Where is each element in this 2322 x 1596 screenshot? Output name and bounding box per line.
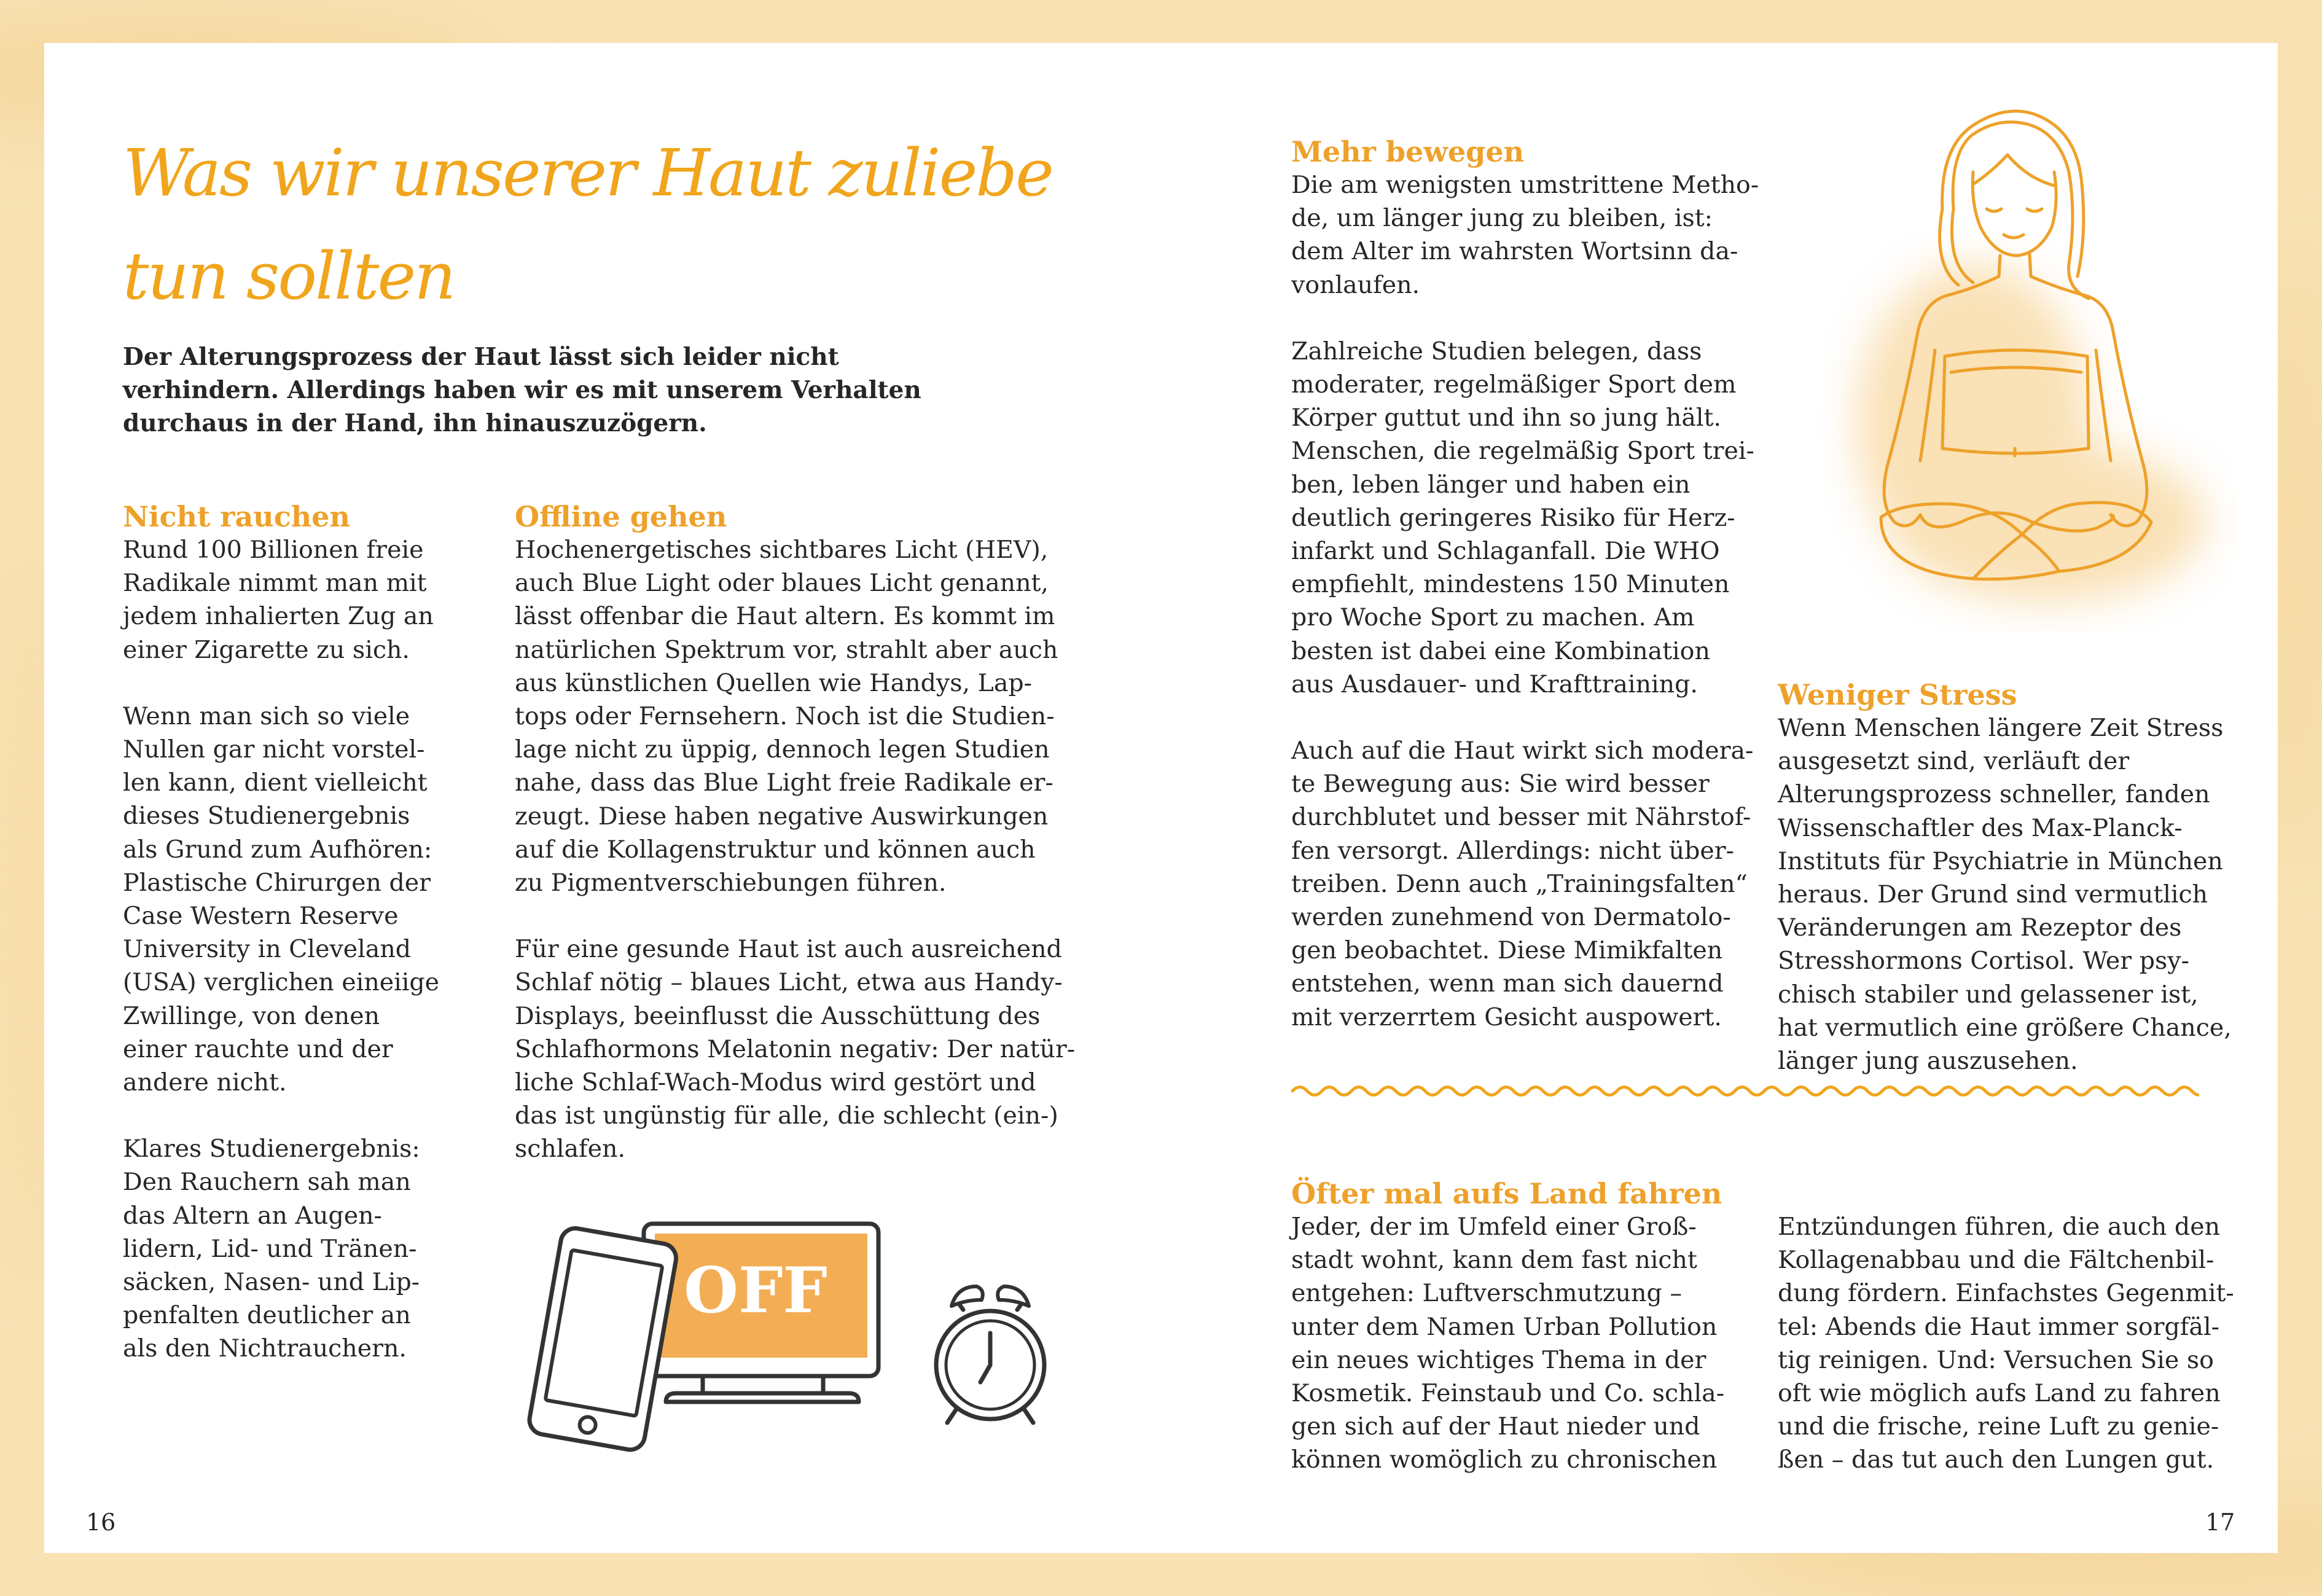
text-line: Entzündungen führen, die auch den — [1778, 1213, 2221, 1241]
text-line: liche Schlaf-Wach-Modus wird gestört und — [515, 1068, 1036, 1097]
text-line: chisch stabiler und gelassener ist, — [1778, 980, 2199, 1009]
page-number: 17 — [2205, 1509, 2235, 1536]
page-title — [123, 122, 1052, 328]
meditation-illustration — [1789, 80, 2237, 633]
section-offline-gehen — [515, 500, 1075, 1166]
text-line: Zahlreiche Studien belegen, dass — [1291, 337, 1702, 366]
text-line: heraus. Der Grund sind vermutlich — [1778, 880, 2208, 909]
intro-line: verhindern. Allerdings haben wir es mit unserem Verhalten — [123, 376, 921, 404]
text-line: Menschen, die regelmäßig Sport trei- — [1291, 437, 1754, 466]
paragraph — [123, 533, 439, 667]
text-line: Körper guttut und ihn so jung hält. — [1291, 404, 1721, 432]
text-line: Die am wenigsten umstrittene Metho- — [1291, 171, 1759, 199]
section-heading: Öfter mal aufs Land fahren — [1291, 1177, 1722, 1210]
intro-paragraph — [123, 340, 921, 440]
text-line: Stresshormons Cortisol. Wer psy- — [1778, 947, 2189, 976]
text-line: entstehen, wenn man sich dauernd — [1291, 969, 1724, 998]
text-line: aus künstlichen Quellen wie Handys, Lap- — [515, 668, 1033, 697]
section-land-fahren — [1291, 1177, 1724, 1477]
text-line: einer Zigarette zu sich. — [123, 635, 410, 664]
text-line: unter dem Namen Urban Pollution — [1291, 1312, 1718, 1341]
text-line: als den Nichtrauchern. — [123, 1334, 407, 1363]
text-line: ausgesetzt sind, verläuft der — [1778, 747, 2130, 776]
text-line: Alterungsprozess schneller, fanden — [1778, 780, 2210, 809]
book-spread — [44, 43, 2278, 1553]
text-line: Instituts für Psychiatrie in München — [1778, 847, 2223, 875]
paragraph — [123, 700, 439, 1099]
watercolor-blob — [1856, 264, 2207, 602]
text-line: Den Rauchern sah man — [123, 1168, 411, 1197]
text-line: natürlichen Spektrum vor, strahlt aber auch — [515, 635, 1058, 664]
text-line: aus Ausdauer- und Krafttraining. — [1291, 670, 1698, 698]
text-line: Plastische Chirurgen der — [123, 868, 431, 897]
text-line: dem Alter im wahrsten Wortsinn da- — [1291, 237, 1738, 266]
text-line: werden zunehmend von Dermatolo- — [1291, 903, 1731, 932]
text-line: Radikale nimmt man mit — [123, 569, 427, 598]
text-line: länger jung auszusehen. — [1778, 1047, 2078, 1076]
text-line: Kosmetik. Feinstaub und Co. schla- — [1291, 1379, 1725, 1408]
text-line: Auch auf die Haut wirkt sich modera- — [1291, 737, 1754, 765]
text-line: deutlich geringeres Risiko für Herz- — [1291, 503, 1735, 532]
section-heading: Nicht rauchen — [123, 500, 350, 533]
section-nicht-rauchen — [123, 500, 439, 1366]
paragraph — [1291, 1210, 1724, 1477]
text-line: zeugt. Diese haben negative Auswirkungen — [515, 802, 1049, 831]
section-heading: Mehr bewegen — [1291, 135, 1525, 168]
text-line: hat vermutlich eine größere Chance, — [1778, 1013, 2232, 1042]
text-line: vonlaufen. — [1291, 270, 1420, 299]
text-line: empfiehlt, mindestens 150 Minuten — [1291, 570, 1730, 599]
title-line: Was wir unserer Haut zuliebe — [123, 135, 1052, 211]
paragraph — [515, 533, 1075, 899]
monitor-icon — [644, 1224, 878, 1402]
text-line: säcken, Nasen- und Lip- — [123, 1268, 420, 1297]
text-line: auch Blue Light oder blaues Licht genannt, — [515, 569, 1049, 598]
text-line: lidern, Lid- und Tränen- — [123, 1234, 417, 1263]
text-line: nahe, dass das Blue Light freie Radikale er- — [515, 769, 1054, 797]
text-line: tops oder Fernsehern. Noch ist die Studien- — [515, 702, 1055, 731]
devices-illustration — [523, 1210, 1113, 1493]
text-line: stadt wohnt, kann dem fast nicht — [1291, 1246, 1697, 1275]
paragraph — [1291, 168, 1759, 302]
text-line: University in Cleveland — [123, 935, 412, 964]
text-line: schlafen. — [515, 1135, 626, 1164]
alarm-clock-icon — [936, 1286, 1044, 1423]
text-line: tig reinigen. Und: Versuchen Sie so — [1778, 1345, 2214, 1374]
text-line: Für eine gesunde Haut ist auch ausreichend — [515, 935, 1062, 964]
text-line: dieses Studienergebnis — [123, 802, 410, 831]
text-line: de, um länger jung zu bleiben, ist: — [1291, 204, 1713, 233]
text-line: Case Western Reserve — [123, 902, 399, 931]
text-line: andere nicht. — [123, 1068, 287, 1097]
text-line: (USA) verglichen eineiige — [123, 968, 440, 997]
text-line: fen versorgt. Allerdings: nicht über- — [1291, 836, 1734, 865]
page-number: 16 — [86, 1509, 116, 1536]
text-line: tel: Abends die Haut immer sorgfäl- — [1778, 1312, 2219, 1341]
text-line: können womöglich zu chronischen — [1291, 1445, 1718, 1474]
text-line: oft wie möglich aufs Land zu fahren — [1778, 1379, 2221, 1408]
text-line: te Bewegung aus: Sie wird besser — [1291, 770, 1710, 799]
text-line: Wenn Menschen längere Zeit Stress — [1778, 714, 2224, 742]
text-line: einer rauchte und der — [123, 1035, 393, 1063]
text-line: entgehen: Luftverschmutzung – — [1291, 1279, 1683, 1308]
text-line: penfalten deutlicher an — [123, 1301, 411, 1330]
text-line: pro Woche Sport zu machen. Am — [1291, 603, 1695, 632]
text-line: len kann, dient vielleicht — [123, 769, 428, 797]
text-line: gen beobachtet. Diese Mimikfalten — [1291, 936, 1723, 965]
text-line: das ist ungünstig für alle, die schlecht (ein-) — [515, 1101, 1058, 1130]
text-line: moderater, regelmäßiger Sport dem — [1291, 370, 1737, 399]
paragraph — [1291, 335, 1759, 701]
section-mehr-bewegen — [1291, 135, 1759, 1034]
text-line: auf die Kollagenstruktur und können auch — [515, 835, 1036, 864]
text-line: ben, leben länger und haben ein — [1291, 470, 1691, 499]
intro-line: durchaus in der Hand, ihn hinauszuzögern. — [123, 409, 707, 437]
text-line: Hochenergetisches sichtbares Licht (HEV), — [515, 536, 1049, 564]
text-line: ßen – das tut auch den Lungen gut. — [1778, 1445, 2214, 1474]
text-line: Klares Studienergebnis: — [123, 1135, 420, 1164]
paragraph-land-fahren-cont — [1778, 1210, 2234, 1477]
section-heading: Weniger Stress — [1778, 678, 2017, 711]
text-line: zu Pigmentverschiebungen führen. — [515, 869, 947, 898]
wavy-divider — [1290, 1079, 2199, 1103]
intro-line: Der Alterungsprozess der Haut lässt sich leider nicht — [123, 343, 839, 371]
text-line: Schlafhormons Melatonin negativ: Der natür- — [515, 1035, 1076, 1063]
paragraph — [123, 1132, 439, 1365]
section-weniger-stress — [1778, 678, 2232, 1078]
text-line: gen sich auf der Haut nieder und — [1291, 1412, 1700, 1441]
screen-off-label: OFF — [684, 1254, 827, 1328]
text-line: ein neues wichtiges Thema in der — [1291, 1345, 1706, 1374]
text-line: treiben. Denn auch „Trainingsfalten“ — [1291, 869, 1748, 898]
paragraph — [515, 933, 1075, 1165]
text-line: als Grund zum Aufhören: — [123, 835, 432, 864]
text-line: lage nicht zu üppig, dennoch legen Studien — [515, 735, 1050, 764]
text-line: und die frische, reine Luft zu genie- — [1778, 1412, 2219, 1441]
text-line: Nullen gar nicht vorstel- — [123, 735, 425, 764]
text-line: Schlaf nötig – blaues Licht, etwa aus Handy- — [515, 968, 1063, 997]
title-line: tun sollten — [123, 238, 455, 314]
paragraph — [1291, 734, 1759, 1034]
text-line: Kollagenabbau und die Fältchenbil- — [1778, 1246, 2214, 1275]
paragraph — [1778, 711, 2232, 1078]
text-line: lässt offenbar die Haut altern. Es kommt im — [515, 602, 1055, 631]
text-line: Displays, beeinflusst die Ausschüttung des — [515, 1001, 1041, 1030]
text-line: infarkt und Schlaganfall. Die WHO — [1291, 537, 1720, 566]
text-line: dung fördern. Einfachstes Gegenmit- — [1778, 1279, 2234, 1308]
text-line: jedem inhalierten Zug an — [123, 602, 434, 631]
text-line: Zwillinge, von denen — [123, 1001, 380, 1030]
section-heading: Offline gehen — [515, 500, 727, 533]
text-line: besten ist dabei eine Kombination — [1291, 636, 1710, 665]
text-line: durchblutet und besser mit Nährstof- — [1291, 803, 1751, 832]
text-line: Wenn man sich so viele — [123, 702, 410, 730]
text-line: Rund 100 Billionen freie — [123, 536, 424, 564]
text-line: Jeder, der im Umfeld einer Groß- — [1291, 1213, 1697, 1241]
text-line: Wissenschaftler des Max-Planck- — [1778, 813, 2183, 842]
smartphone-icon — [527, 1226, 678, 1452]
text-line: Veränderungen am Rezeptor des — [1778, 913, 2182, 942]
text-line: das Altern an Augen- — [123, 1201, 382, 1230]
text-line: mit verzerrtem Gesicht auspowert. — [1291, 1003, 1722, 1031]
